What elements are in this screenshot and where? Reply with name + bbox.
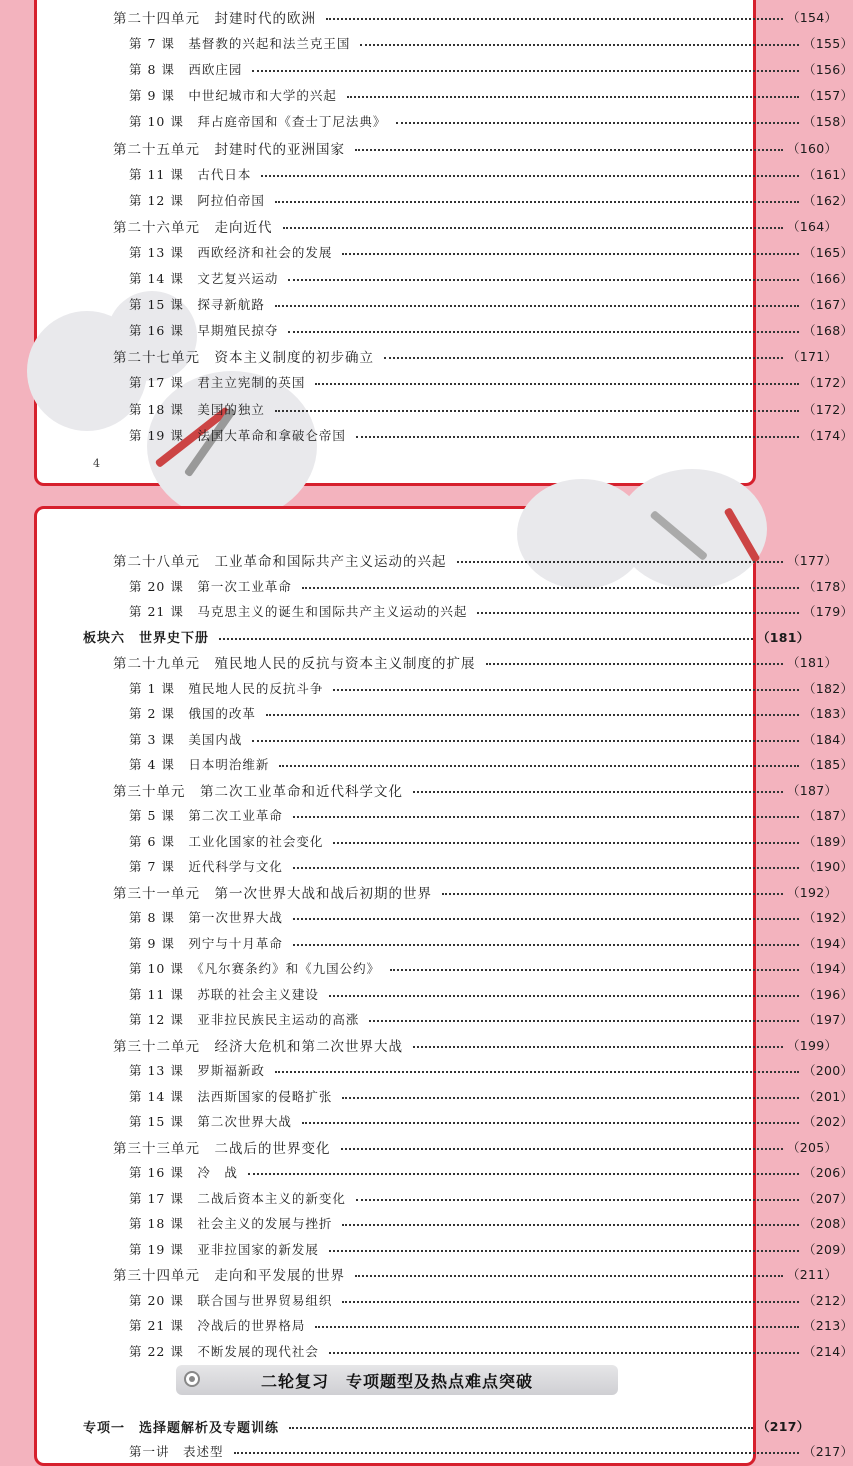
- dot-leader: [413, 791, 783, 793]
- toc-entry-page: （196）: [803, 986, 853, 1002]
- toc-entry-title: 第二十四单元 封建时代的欧洲: [113, 11, 316, 27]
- toc-entry-title: 第 16 课 冷 战: [129, 1165, 238, 1180]
- dot-leader: [329, 995, 799, 997]
- toc-entry-page: （206）: [803, 1165, 853, 1180]
- dot-leader: [261, 175, 799, 177]
- toc-entry-lesson[interactable]: [37, 1008, 851, 1030]
- toc-entry-title: 第 16 课 早期殖民掠夺: [129, 323, 279, 339]
- dot-leader: [347, 96, 799, 98]
- toc-entry-page: （166）: [803, 271, 853, 286]
- toc-entry-title: 第二十九单元 殖民地人民的反抗与资本主义制度的扩展: [113, 656, 476, 672]
- toc-entry-section[interactable]: [37, 626, 810, 648]
- dot-leader: [293, 944, 799, 946]
- toc-entry-page: （185）: [803, 757, 853, 772]
- dot-leader: [356, 436, 799, 438]
- toc-entry-title: 第 20 课 第一次工业革命: [129, 578, 292, 594]
- toc-entry-page: （217）: [803, 1444, 853, 1459]
- toc-entry-page: （157）: [803, 88, 853, 104]
- toc-entry-title: 第 4 课 日本明治维新: [129, 757, 270, 772]
- toc-entry-page: （165）: [803, 244, 853, 260]
- toc-entry-page: （205）: [787, 1139, 838, 1155]
- toc-entry-lesson[interactable]: [37, 267, 851, 289]
- toc-entry-page: （168）: [803, 323, 853, 339]
- dot-leader: [333, 842, 799, 844]
- toc-entry-title: 第 14 课 文艺复兴运动: [129, 271, 279, 286]
- toc-entry-page: （167）: [803, 297, 853, 313]
- dot-leader: [356, 1199, 799, 1201]
- toc-entry-title: 第 10 课 拜占庭帝国和《查士丁尼法典》: [129, 114, 387, 130]
- toc-entry-lesson[interactable]: [37, 241, 851, 263]
- toc-entry-title: 第 8 课 西欧庄园: [129, 62, 243, 78]
- dot-leader: [289, 1427, 753, 1429]
- toc-entry-page: （217）: [757, 1419, 810, 1434]
- toc-entry-lesson[interactable]: [37, 702, 851, 724]
- dot-leader: [315, 383, 799, 385]
- toc-entry-title: 第 19 课 亚非拉国家的新发展: [129, 1241, 319, 1257]
- toc-entry-title: 第 9 课 中世纪城市和大学的兴起: [129, 88, 337, 104]
- toc-entry-lesson[interactable]: [37, 1110, 851, 1132]
- toc-entry-page: （192）: [787, 884, 838, 900]
- toc-entry-lesson[interactable]: [37, 1085, 851, 1107]
- bullet-circle-icon: [184, 1371, 200, 1387]
- toc-entry-page: （171）: [787, 349, 838, 365]
- dot-leader: [252, 70, 799, 72]
- toc-entry-page: （189）: [803, 833, 853, 849]
- toc-entry-title: 板块六 世界史下册: [83, 631, 210, 646]
- dot-leader: [342, 1097, 799, 1099]
- toc-page-bottom: [34, 506, 853, 1466]
- dot-leader: [355, 1275, 783, 1277]
- toc-entry-page: （160）: [787, 140, 838, 156]
- dot-leader: [384, 357, 783, 359]
- toc-entry-section[interactable]: [37, 1415, 810, 1437]
- toc-entry-page: （199）: [787, 1037, 838, 1053]
- toc-entry-title: 第 13 课 罗斯福新政: [129, 1063, 265, 1078]
- toc-entry-page: （194）: [803, 961, 853, 976]
- dot-leader: [326, 18, 783, 20]
- toc-entry-unit[interactable]: [37, 651, 838, 673]
- dot-leader: [329, 1352, 799, 1354]
- toc-entry-page: （184）: [803, 731, 853, 747]
- toc-entry-unit[interactable]: [37, 549, 838, 571]
- toc-entry-title: 第 14 课 法西斯国家的侵略扩张: [129, 1088, 333, 1104]
- toc-entry-page: （211）: [787, 1267, 838, 1282]
- toc-entry-title: 第三十二单元 经济大危机和第二次世界大战: [113, 1038, 403, 1055]
- toc-entry-title: 第 22 课 不断发展的现代社会: [129, 1343, 319, 1359]
- dot-leader: [283, 227, 784, 229]
- toc-entry-unit[interactable]: [37, 1136, 838, 1158]
- toc-entry-lesson[interactable]: [37, 932, 851, 954]
- dot-leader: [252, 740, 799, 742]
- toc-entry-page: （174）: [803, 427, 853, 443]
- toc-entry-title: 第三十三单元 二战后的世界变化: [113, 1140, 331, 1157]
- dot-leader: [396, 122, 799, 124]
- toc-entry-lesson[interactable]: [37, 32, 851, 54]
- toc-entry-title: 第三十四单元 走向和平发展的世界: [113, 1268, 345, 1284]
- dot-leader: [360, 44, 799, 46]
- toc-entry-title: 第 11 课 苏联的社会主义建设: [129, 986, 319, 1002]
- toc-entry-page: （190）: [803, 859, 853, 874]
- toc-entry-title: 第 11 课 古代日本: [129, 166, 252, 182]
- toc-entry-page: （178）: [803, 578, 853, 594]
- dot-leader: [279, 765, 799, 767]
- dot-leader: [457, 561, 784, 563]
- toc-entry-page: （209）: [803, 1241, 853, 1257]
- toc-entry-unit[interactable]: [37, 1263, 838, 1285]
- dot-leader: [355, 149, 783, 151]
- toc-entry-lesson[interactable]: [37, 957, 851, 979]
- toc-entry-title: 第二十七单元 资本主义制度的初步确立: [113, 350, 374, 367]
- toc-entry-title: 第 7 课 基督教的兴起和法兰克王国: [129, 36, 351, 52]
- banner-title: 二轮复习 专项题型及热点难点突破: [260, 1371, 533, 1391]
- toc-entry-title: 第二十六单元 走向近代: [113, 219, 273, 236]
- dot-leader: [266, 714, 799, 716]
- toc-entry-unit[interactable]: [37, 881, 838, 903]
- toc-entry-lesson[interactable]: [37, 58, 851, 80]
- toc-entry-title: 第 9 课 列宁与十月革命: [129, 935, 283, 951]
- toc-entry-title: 第二十八单元 工业革命和国际共产主义运动的兴起: [113, 554, 447, 570]
- toc-entry-lesson[interactable]: [37, 84, 851, 106]
- toc-entry-lesson[interactable]: [37, 398, 851, 420]
- dot-leader: [293, 867, 799, 869]
- decor-bubble: [617, 469, 767, 589]
- toc-entry-page: （158）: [803, 114, 853, 130]
- toc-entry-lesson[interactable]: [37, 1059, 851, 1081]
- toc-entry-lesson[interactable]: [37, 1187, 851, 1209]
- toc-entry-lesson[interactable]: [37, 1238, 851, 1260]
- dot-leader: [369, 1020, 799, 1022]
- toc-entry-lesson[interactable]: [37, 1340, 851, 1362]
- toc-entry-lesson[interactable]: [37, 1289, 851, 1311]
- toc-entry-title: 第 5 课 第二次工业革命: [129, 808, 283, 823]
- toc-entry-unit[interactable]: [37, 779, 838, 801]
- toc-entry-lesson[interactable]: [37, 189, 851, 211]
- toc-entry-title: 第 20 课 联合国与世界贸易组织: [129, 1292, 333, 1308]
- dot-leader: [293, 816, 799, 818]
- toc-entry-unit[interactable]: [37, 137, 838, 159]
- dot-leader: [288, 279, 799, 281]
- toc-entry-title: 第 18 课 社会主义的发展与挫折: [129, 1216, 333, 1231]
- dot-leader: [442, 893, 783, 895]
- dot-leader: [275, 410, 799, 412]
- toc-entry-title: 第 1 课 殖民地人民的反抗斗争: [129, 680, 324, 696]
- dot-leader: [302, 587, 799, 589]
- dot-leader: [486, 663, 784, 665]
- toc-entry-lesson[interactable]: [37, 855, 851, 877]
- toc-entry-page: （161）: [803, 166, 853, 182]
- review-section-banner: [176, 1365, 618, 1395]
- toc-entry-unit[interactable]: [37, 1034, 838, 1056]
- dot-leader: [477, 612, 799, 614]
- toc-entry-page: （177）: [787, 553, 838, 568]
- toc-entry-title: 第 6 课 工业化国家的社会变化: [129, 833, 324, 849]
- toc-page-top: [34, 0, 853, 486]
- toc-entry-title: 第 21 课 马克思主义的诞生和国际共产主义运动的兴起: [129, 604, 468, 619]
- toc-entry-page: （183）: [803, 706, 853, 721]
- toc-entry-title: 第 15 课 探寻新航路: [129, 297, 265, 313]
- toc-entry-title: 第 2 课 俄国的改革: [129, 706, 256, 721]
- dot-leader: [342, 253, 799, 255]
- page-number: 4: [93, 457, 100, 470]
- toc-entry-title: 第 7 课 近代科学与文化: [129, 859, 283, 874]
- dot-leader: [413, 1046, 783, 1048]
- toc-entry-page: （201）: [803, 1088, 853, 1104]
- toc-entry-page: （214）: [803, 1343, 853, 1359]
- toc-entry-unit[interactable]: [37, 215, 838, 237]
- toc-entry-title: 第 15 课 第二次世界大战: [129, 1114, 292, 1129]
- toc-entry-lesson[interactable]: [37, 110, 851, 132]
- dot-leader: [315, 1326, 799, 1328]
- toc-entry-page: （187）: [803, 808, 853, 823]
- toc-entry-title: 第 17 课 二战后资本主义的新变化: [129, 1190, 346, 1206]
- decor-bubble: [147, 371, 317, 521]
- dot-leader: [390, 969, 799, 971]
- toc-entry-lesson[interactable]: [37, 371, 851, 393]
- dot-leader: [234, 1452, 799, 1454]
- toc-entry-lesson[interactable]: [37, 600, 851, 622]
- dot-leader: [302, 1122, 799, 1124]
- toc-entry-unit[interactable]: [37, 6, 838, 28]
- toc-entry-title: 第 12 课 亚非拉民族民主运动的高涨: [129, 1012, 360, 1027]
- toc-entry-lesson[interactable]: [37, 1161, 851, 1183]
- toc-entry-lesson[interactable]: [37, 906, 851, 928]
- dot-leader: [275, 1071, 799, 1073]
- toc-entry-lesson[interactable]: [37, 728, 851, 750]
- toc-entry-title: 第 21 课 冷战后的世界格局: [129, 1318, 306, 1333]
- toc-entry-page: （200）: [803, 1063, 853, 1078]
- dot-leader: [288, 331, 799, 333]
- toc-entry-page: （208）: [803, 1216, 853, 1231]
- toc-entry-page: （155）: [803, 36, 853, 52]
- toc-entry-page: （154）: [787, 10, 838, 25]
- toc-entry-page: （181）: [787, 655, 838, 670]
- dot-leader: [341, 1148, 784, 1150]
- toc-entry-lesson[interactable]: [37, 424, 851, 446]
- toc-entry-title: 第三十一单元 第一次世界大战和战后初期的世界: [113, 885, 432, 902]
- dot-leader: [293, 918, 799, 920]
- toc-entry-title: 第 19 课 法国大革命和拿破仑帝国: [129, 427, 346, 443]
- toc-entry-title: 第 17 课 君主立宪制的英国: [129, 375, 306, 391]
- toc-entry-page: （194）: [803, 935, 853, 951]
- toc-entry-title: 第 8 课 第一次世界大战: [129, 910, 283, 925]
- toc-entry-page: （207）: [803, 1190, 853, 1206]
- toc-entry-title: 第 13 课 西欧经济和社会的发展: [129, 244, 333, 260]
- toc-entry-lesson[interactable]: [37, 1212, 851, 1234]
- toc-entry-title: 专项一 选择题解析及专题训练: [83, 1420, 280, 1436]
- dot-leader: [342, 1301, 799, 1303]
- toc-entry-title: 第 3 课 美国内战: [129, 731, 243, 747]
- dot-leader: [342, 1224, 799, 1226]
- toc-entry-title: 第一讲 表述型: [129, 1444, 224, 1459]
- dot-leader: [275, 305, 799, 307]
- toc-entry-lesson[interactable]: [37, 575, 851, 597]
- toc-entry-lesson[interactable]: [37, 293, 851, 315]
- toc-entry-page: （164）: [787, 218, 838, 234]
- toc-entry-page: （197）: [803, 1012, 853, 1027]
- toc-entry-page: （162）: [803, 192, 853, 208]
- toc-entry-page: （192）: [803, 910, 853, 925]
- toc-entry-lesson[interactable]: [37, 319, 851, 341]
- dot-leader: [333, 689, 799, 691]
- dot-leader: [219, 638, 753, 640]
- toc-entry-lesson[interactable]: [37, 804, 851, 826]
- dot-leader: [248, 1173, 799, 1175]
- toc-entry-lesson[interactable]: [37, 753, 851, 775]
- toc-entry-title: 第 18 课 美国的独立: [129, 401, 265, 417]
- toc-entry-page: （212）: [803, 1292, 853, 1308]
- dot-leader: [275, 201, 799, 203]
- toc-entry-title: 第 10 课 《凡尔赛条约》和《九国公约》: [129, 961, 381, 976]
- toc-entry-page: （172）: [803, 401, 853, 417]
- toc-entry-lesson[interactable]: [37, 1314, 851, 1336]
- toc-entry-unit[interactable]: [37, 345, 838, 367]
- toc-entry-page: （187）: [787, 782, 838, 798]
- toc-entry-lesson[interactable]: [37, 677, 851, 699]
- toc-entry-lesson[interactable]: [37, 983, 851, 1005]
- toc-entry-page: （172）: [803, 375, 853, 391]
- toc-entry-lesson[interactable]: [37, 1440, 851, 1462]
- toc-entry-title: 第 12 课 阿拉伯帝国: [129, 192, 265, 208]
- dot-leader: [329, 1250, 799, 1252]
- toc-entry-page: （179）: [803, 604, 853, 619]
- toc-entry-page: （202）: [803, 1114, 853, 1129]
- toc-entry-lesson[interactable]: [37, 830, 851, 852]
- toc-entry-title: 第二十五单元 封建时代的亚洲国家: [113, 141, 345, 158]
- toc-entry-page: （213）: [803, 1318, 853, 1333]
- toc-entry-title: 第三十单元 第二次工业革命和近代科学文化: [113, 783, 403, 800]
- toc-entry-page: （181）: [757, 629, 810, 645]
- toc-entry-page: （156）: [803, 62, 853, 78]
- toc-entry-lesson[interactable]: [37, 163, 851, 185]
- toc-entry-page: （182）: [803, 680, 853, 696]
